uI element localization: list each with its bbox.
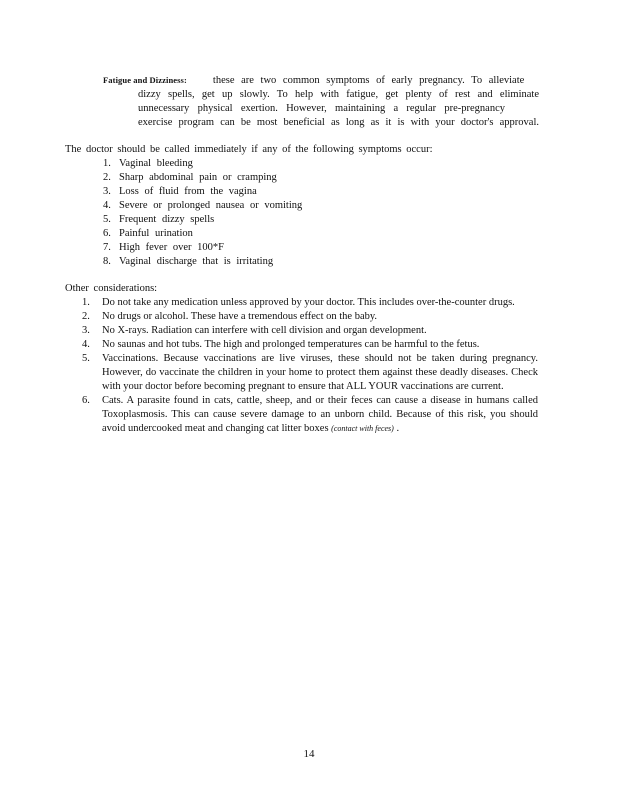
- list-item: [103, 171, 302, 185]
- item-number: 3.: [103, 186, 111, 197]
- item-number: 6.: [103, 228, 111, 239]
- item-text-main: Cats. A parasite found in cats, cattle, sheep, and or their feces can cause a disease in humans called Toxoplasmosis. This can cause severe damage to an unborn child. Because of this risk, you should avoid undercooked meat and changing cat litter boxes: [102, 395, 538, 434]
- doctor-intro: The doctor should be called immediately if any of the following symptoms occur:: [65, 144, 433, 155]
- item-text: Frequent dizzy spells: [119, 214, 215, 225]
- list-item: [103, 227, 302, 241]
- considerations-list: [82, 296, 538, 436]
- item-note: (contact with feces): [331, 424, 394, 433]
- item-number: 7.: [103, 242, 111, 253]
- item-text: Do not take any medication unless approved by your doctor. This includes over-the-counter drugs.: [102, 297, 515, 308]
- item-text: Painful urination: [119, 228, 193, 239]
- item-number: 5.: [82, 353, 90, 364]
- list-item: [82, 394, 538, 436]
- item-text: High fever over 100*F: [119, 242, 224, 253]
- item-text: Sharp abdominal pain or cramping: [119, 172, 277, 183]
- item-text: Vaginal bleeding: [119, 158, 193, 169]
- fatigue-paragraph: [103, 73, 539, 130]
- item-text: Vaccinations. Because vaccinations are live viruses, these should not be taken during pregnancy. However, do vaccinate the children in your home to protect them against these deadly diseases. Check with your doctor before becoming pregnant to ensure that ALL YOUR vaccinations are current.: [102, 353, 538, 392]
- item-text: [102, 394, 538, 436]
- item-number: 8.: [103, 256, 111, 267]
- fatigue-line-4: exercise program can be most beneficial as long as it is with your doctor's approval.: [138, 117, 539, 128]
- item-text: Loss of fluid from the vagina: [119, 186, 257, 197]
- item-text: No X-rays. Radiation can interfere with cell division and organ development.: [102, 325, 427, 336]
- list-item: [103, 157, 302, 171]
- item-number: 1.: [103, 158, 111, 169]
- list-item: [103, 213, 302, 227]
- list-item: [103, 199, 302, 213]
- other-considerations-heading: Other considerations:: [65, 283, 158, 294]
- list-item: [103, 255, 302, 269]
- item-number: 2.: [103, 172, 111, 183]
- fatigue-term: Fatigue and Dizziness:: [103, 75, 187, 85]
- item-number: 5.: [103, 214, 111, 225]
- item-text: Severe or prolonged nausea or vomiting: [119, 200, 303, 211]
- item-number: 4.: [82, 339, 90, 350]
- item-text: No drugs or alcohol. These have a tremendous effect on the baby.: [102, 311, 378, 322]
- item-text: Vaginal discharge that is irritating: [119, 256, 274, 267]
- list-item: [103, 185, 302, 199]
- item-number: 2.: [82, 311, 90, 322]
- item-number: 6.: [82, 395, 90, 406]
- list-item: [82, 324, 538, 338]
- fatigue-line-2: dizzy spells, get up slowly. To help with fatigue, get plenty of rest and eliminate: [138, 89, 539, 100]
- list-item: [82, 310, 538, 324]
- list-item: [103, 241, 302, 255]
- list-item: [82, 296, 538, 310]
- fatigue-line-1: these are two common symptoms of early pregnancy. To alleviate: [212, 75, 525, 86]
- symptom-list: [103, 157, 302, 269]
- fatigue-line-3: unnecessary physical exertion. However, maintaining a regular pre-pregnancy: [138, 103, 505, 114]
- list-item: [82, 352, 538, 394]
- item-number: 4.: [103, 200, 111, 211]
- fatigue-first-line: [103, 73, 539, 88]
- list-item: [82, 338, 538, 352]
- item-number: 1.: [82, 297, 90, 308]
- item-number: 3.: [82, 325, 90, 336]
- item-end: .: [396, 423, 400, 434]
- item-text: No saunas and hot tubs. The high and prolonged temperatures can be harmful to the fetus.: [102, 339, 480, 350]
- page-number: 14: [303, 748, 315, 760]
